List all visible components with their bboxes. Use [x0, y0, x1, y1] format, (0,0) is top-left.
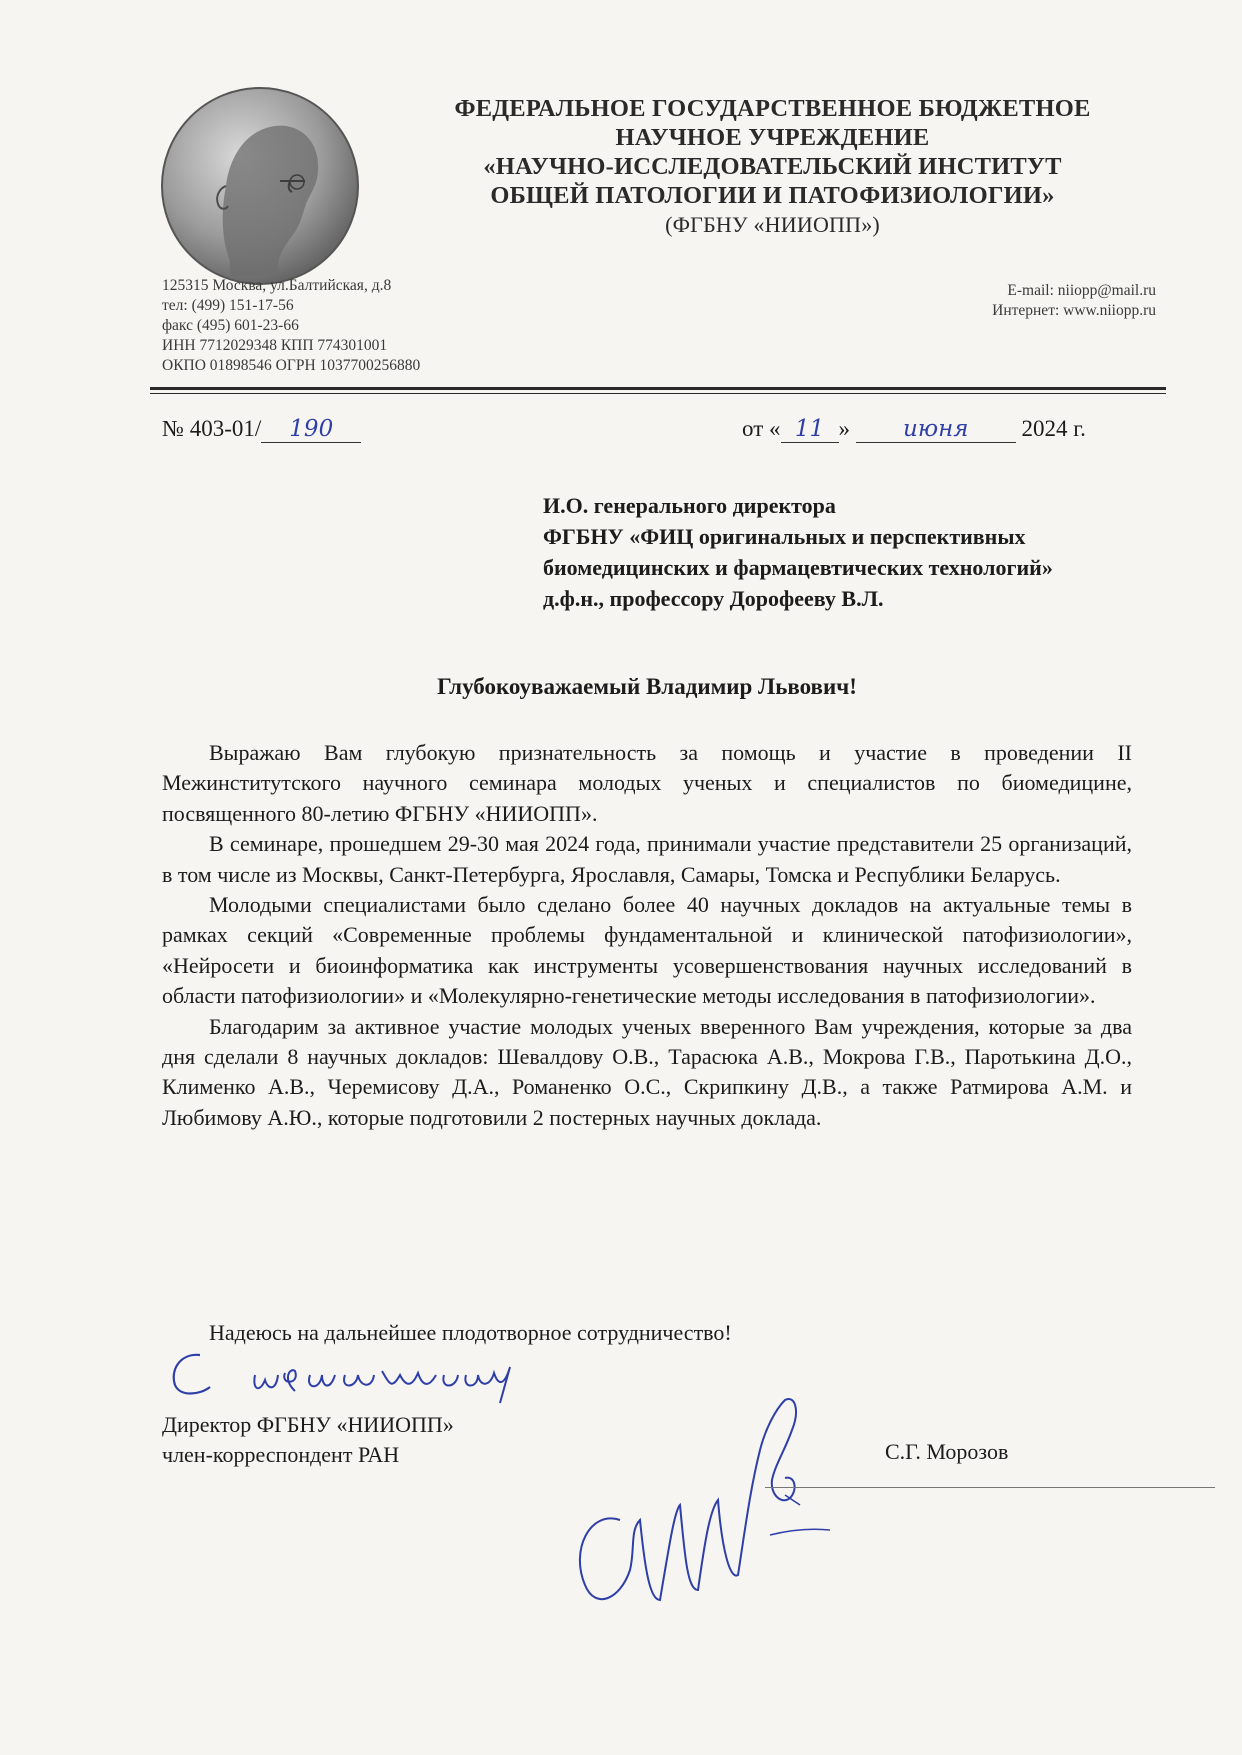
body-paragraph: Выражаю Вам глубокую признательность за помощь и участие в проведении II Межинститутского научного семинара молодых ученых и специалистов по биомедицине, посвященного 80-летию ФГБНУ «НИИОПП». — [162, 740, 1132, 826]
address: 125315 Москва, ул.Балтийская, д.8 — [162, 277, 392, 294]
date-year: 2024 г. — [1021, 416, 1086, 441]
addressee-line: биомедицинских и фармацевтических технологий» — [543, 555, 1053, 580]
handwritten-regards — [160, 1345, 550, 1405]
handwritten-number: 190 — [261, 416, 361, 443]
body-paragraph: Молодыми специалистами было сделано более 40 научных докладов на актуальные темы в рамках секций «Современные проблемы фундаментальной и клинической патофизиологии», «Нейросети и биоинформатика как инструменты усовершенствования научных исследований в области патофизиологии» и «Молекулярно-генетические методы исследования в патофизиологии». — [162, 892, 1132, 1009]
addressee-line: И.О. генерального директора — [543, 493, 836, 518]
org-title-line: ФЕДЕРАЛЬНОЕ ГОСУДАРСТВЕННОЕ БЮДЖЕТНОЕ — [454, 95, 1091, 122]
phone: тел: (499) 151-17-56 — [162, 297, 294, 314]
organization-title — [395, 94, 1150, 239]
signatory-role — [162, 1410, 454, 1470]
document-number — [162, 416, 361, 443]
header-divider — [150, 387, 1166, 390]
date-prefix: от « — [742, 416, 781, 441]
closing-line: Надеюсь на дальнейшее плодотворное сотрудничество! — [209, 1320, 732, 1345]
signature-line — [765, 1487, 1215, 1488]
founder-portrait-medallion-icon — [160, 86, 360, 286]
addressee-block — [543, 490, 1183, 614]
inn-kpp: ИНН 7712029348 КПП 774301001 — [162, 337, 388, 354]
body-paragraph: В семинаре, прошедшем 29-30 мая 2024 года, принимали участие представители 25 организаций, в том числе из Москвы, Санкт-Петербурга, Ярославля, Самары, Томска и Республики Беларусь. — [162, 831, 1132, 887]
email: E-mail: niiopp@mail.ru — [1007, 282, 1156, 299]
signatory-rank: член-корреспондент РАН — [162, 1442, 400, 1467]
document-date — [742, 416, 1086, 443]
signatory-name: С.Г. Морозов — [885, 1439, 1009, 1464]
number-prefix: № 403-01/ — [162, 416, 262, 441]
handwritten-signature — [560, 1370, 850, 1620]
signatory-title: Директор ФГБНУ «НИИОПП» — [162, 1412, 454, 1437]
website: Интернет: www.niiopp.ru — [992, 302, 1156, 319]
addressee-line: ФГБНУ «ФИЦ оригинальных и перспективных — [543, 524, 1026, 549]
org-title-line: НАУЧНОЕ УЧРЕЖДЕНИЕ — [615, 124, 930, 151]
body-paragraph: Благодарим за активное участие молодых ученых вверенного Вам учреждения, которые за два дня сделали 8 научных докладов: Шевалдову О.В., Тарасюка А.В., Мокрова Г.В., Паротькина Д.О., Клименко А.В., Черемисову Д.А., Романенко О.С., Скрипкину Д.В., а также Ратмирова А.М. и Любимову А.Ю., которые подготовили 2 постерных научных доклада. — [162, 1013, 1132, 1130]
handwritten-day: 11 — [781, 416, 839, 443]
contacts-block — [856, 281, 1156, 321]
date-mid: » — [838, 416, 850, 441]
org-title-line: «НАУЧНО-ИССЛЕДОВАТЕЛЬСКИЙ ИНСТИТУТ — [483, 153, 1062, 180]
fax: факс (495) 601-23-66 — [162, 317, 299, 334]
okpo-ogrn: ОКПО 01898546 ОГРН 1037700256880 — [162, 357, 421, 374]
salutation: Глубокоуважаемый Владимир Львович! — [437, 674, 857, 699]
org-short-name: (ФГБНУ «НИИОПП») — [665, 212, 880, 237]
header-divider-thin — [150, 393, 1166, 394]
requisites-block — [162, 276, 502, 376]
letter-body — [162, 738, 1132, 1133]
addressee-line: д.ф.н., профессору Дорофееву В.Л. — [543, 586, 884, 611]
handwritten-month: июня — [856, 416, 1016, 443]
org-title-line: ОБЩЕЙ ПАТОЛОГИИ И ПАТОФИЗИОЛОГИИ» — [490, 182, 1055, 209]
